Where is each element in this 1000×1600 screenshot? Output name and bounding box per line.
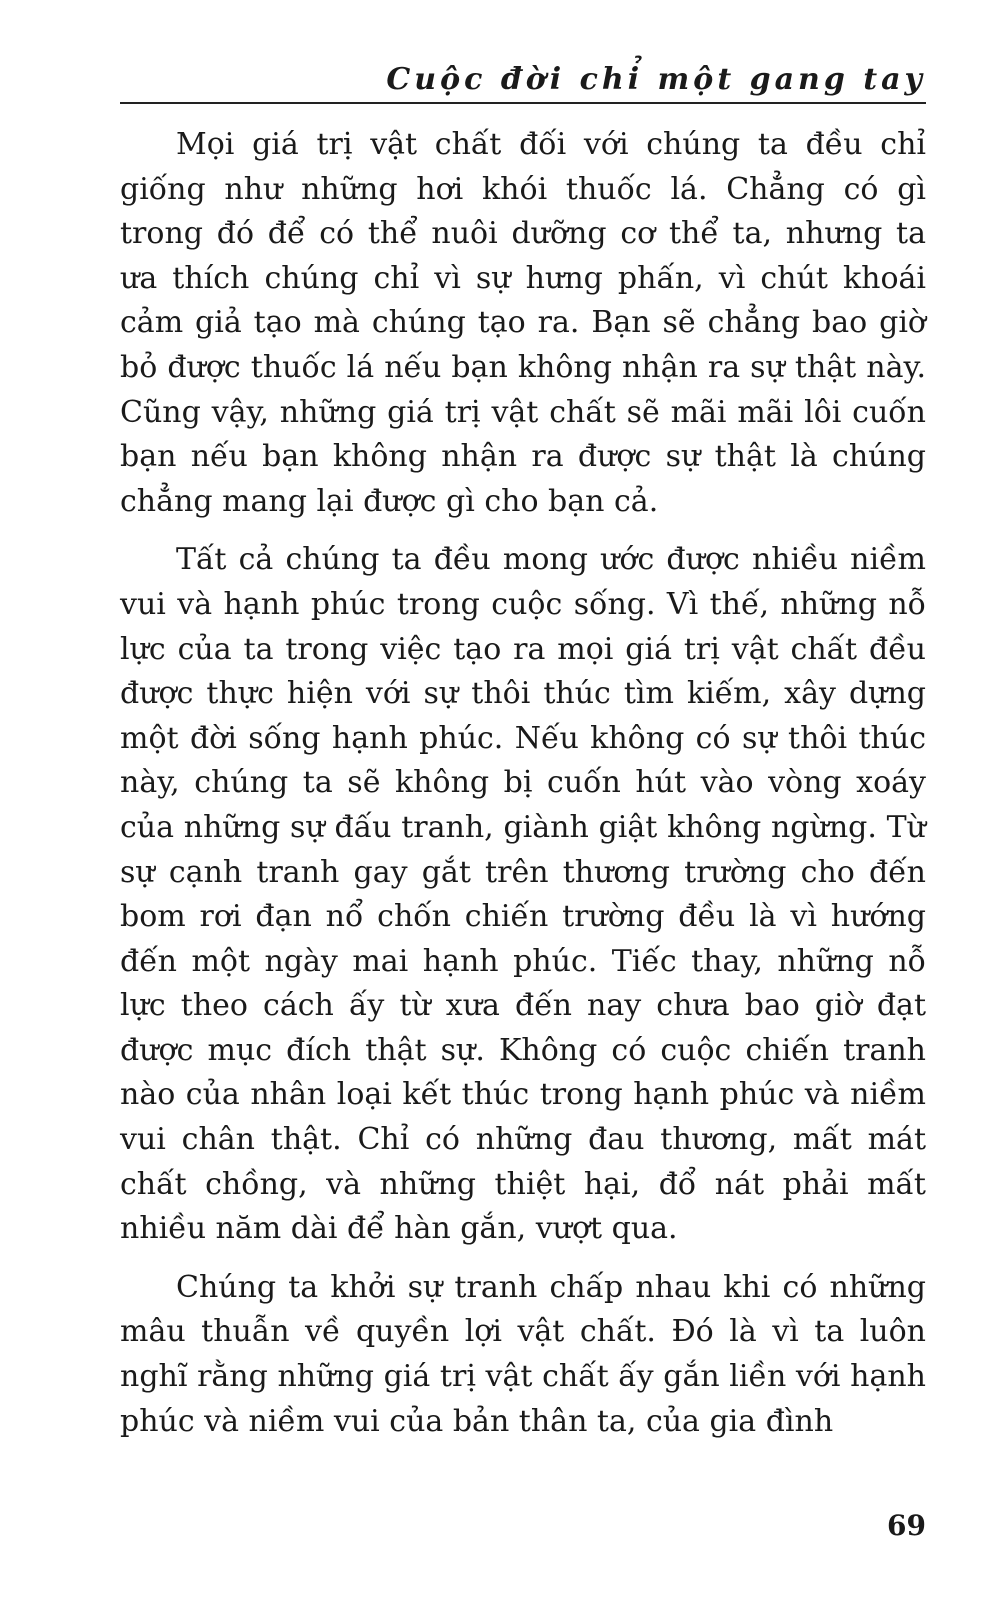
paragraph-1: Mọi giá trị vật chất đối với chúng ta đều chỉ giống như những hơi khói thuốc lá. Chẳng có gì trong đó để có thể nuôi dưỡng cơ thể ta, nhưng ta ưa thích chúng chỉ vì sự hưng phấn, vì chút khoái cảm giả tạo mà chúng tạo ra. Bạn sẽ chẳng bao giờ bỏ được thuốc lá nếu bạn không nhận ra sự thật này. Cũng vậy, những giá trị vật chất sẽ mãi mãi lôi cuốn bạn nếu bạn không nhận ra được sự thật là chúng chẳng mang lại được gì cho bạn cả. xyxy=(120,127,926,519)
body-text xyxy=(120,123,926,1444)
page-number: 69 xyxy=(887,1509,926,1542)
header-divider xyxy=(120,102,926,104)
paragraph-2: Tất cả chúng ta đều mong ước được nhiều niềm vui và hạnh phúc trong cuộc sống. Vì thế, những nỗ lực của ta trong việc tạo ra mọi giá trị vật chất đều được thực hiện với sự thôi thúc tìm kiếm, xây dựng một đời sống hạnh phúc. Nếu không có sự thôi thúc này, chúng ta sẽ không bị cuốn hút vào vòng xoáy của những sự đấu tranh, giành giật không ngừng. Từ sự cạnh tranh gay gắt trên thương trường cho đến bom rơi đạn nổ chốn chiến trường đều là vì hướng đến một ngày mai hạnh phúc. Tiếc thay, những nỗ lực theo cách ấy từ xưa đến nay chưa bao giờ đạt được mục đích thật sự. Không có cuộc chiến tranh nào của nhân loại kết thúc trong hạnh phúc và niềm vui chân thật. Chỉ có những đau thương, mất mát chất chồng, và những thiệt hại, đổ nát phải mất nhiều năm dài để hàn gắn, vượt qua. xyxy=(120,542,926,1247)
paragraph-3: Chúng ta khởi sự tranh chấp nhau khi có những mâu thuẫn về quyền lợi vật chất. Đó là vì ta luôn nghĩ rằng những giá trị vật chất ấy gắn liền với hạnh phúc và niềm vui của bản thân ta, của gia đình xyxy=(120,1269,926,1439)
running-header-title: Cuộc đời chỉ một gang tay xyxy=(386,62,926,97)
